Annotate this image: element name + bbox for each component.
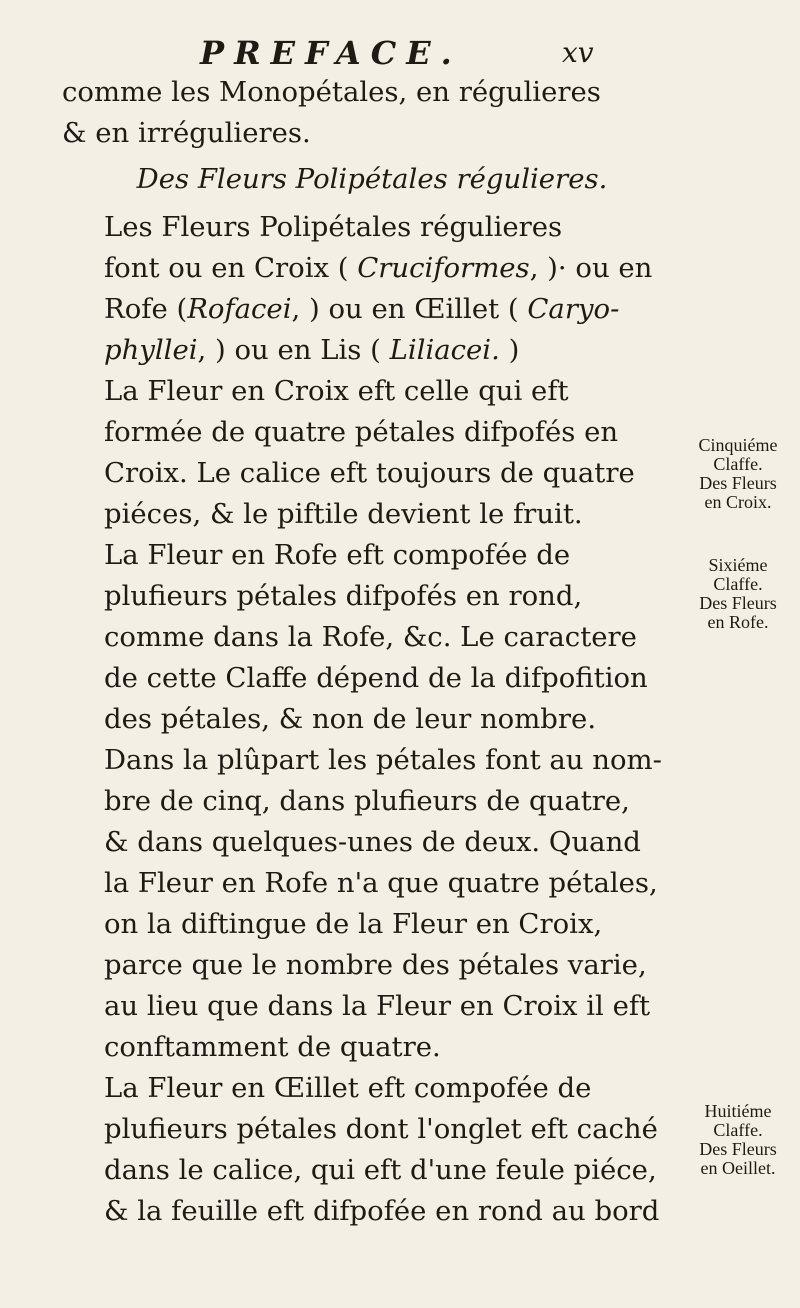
text-line: & en irrégulieres. [62,117,311,149]
text-line: Rofe (Rofacei, ) ou en Œillet ( Caryo- [104,293,620,325]
margin-note-sixieme-classe: Sixiéme Claffe. Des Fleurs en Rofe. [699,555,777,632]
text-line: conftamment de quatre. [104,1031,441,1063]
paragraph-polipetales [62,207,682,371]
text-line: formée de quatre pétales difpofés en [104,416,619,448]
text-line: comme dans la Rofe, &c. Le caractere [104,621,637,653]
running-title: PREFACE. [200,34,462,72]
margin-note-cinquieme-classe: Cinquiéme Claffe. Des Fleurs en Croix. [698,435,778,512]
paragraph-rofe [62,535,682,1068]
text-line: bre de cinq, dans plufieurs de quatre, [104,785,630,817]
paragraph-oeillet [62,1068,682,1232]
text-line: phyllei, ) ou en Lis ( Liliacei. ) [104,334,520,366]
main-text [62,72,682,1232]
text-line: La Fleur en Œillet eft compofée de [104,1072,592,1104]
margin-note-huitieme-classe: Huitiéme Claffe. Des Fleurs en Oeillet. [699,1101,777,1178]
text-line: au lieu que dans la Fleur en Croix il eft [104,990,651,1022]
text-line: plufieurs pétales difpofés en rond, [104,580,583,612]
section-heading: Des Fleurs Polipétales régulieres. [136,163,608,195]
text-line: dans le calice, qui eft d'une feule piéce, [104,1154,657,1186]
continuation-paragraph [62,72,682,154]
text-line: parce que le nombre des pétales varie, [104,949,647,981]
page-number: xv [562,36,594,69]
text-line: font ou en Croix ( Cruciformes, )· ou en [104,252,653,284]
running-head [200,34,620,74]
text-line: & la feuille eft difpofée en rond au bord [104,1195,660,1227]
text-line: Les Fleurs Polipétales régulieres [104,211,563,243]
text-line: piéces, & le piftile devient le fruit. [104,498,583,530]
text-line: & dans quelques-unes de deux. Quand [104,826,641,858]
text-line: La Fleur en Croix eft celle qui eft [104,375,569,407]
paragraph-croix [62,371,682,535]
text-line: on la diftingue de la Fleur en Croix, [104,908,603,940]
text-line: comme les Monopétales, en régulieres [62,76,601,108]
text-line: Dans la plûpart les pétales font au nom- [104,744,662,776]
text-line: Croix. Le calice eft toujours de quatre [104,457,635,489]
text-line: plufieurs pétales dont l'onglet eft caché [104,1113,658,1145]
text-line: la Fleur en Rofe n'a que quatre pétales, [104,867,658,899]
text-line: des pétales, & non de leur nombre. [104,703,597,735]
text-line: La Fleur en Rofe eft compofée de [104,539,571,571]
text-line: de cette Claffe dépend de la difpofition [104,662,648,694]
